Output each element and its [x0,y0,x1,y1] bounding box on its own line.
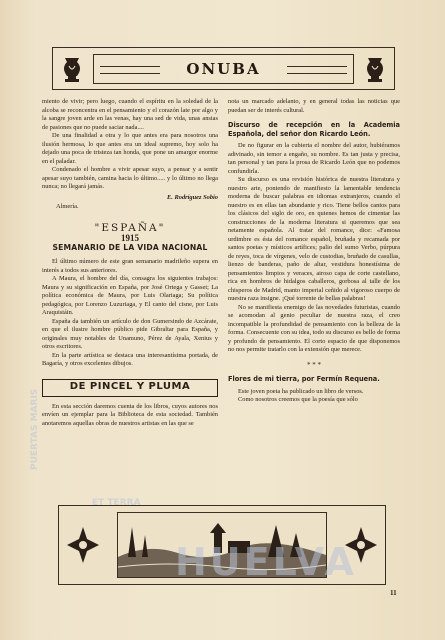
paragraph: Este joven poeta ha publicado un libro de versos. [238,387,364,395]
urn-ornament-left-icon [59,54,85,84]
masthead [52,47,395,90]
watermark-text: HUELVA [175,540,357,584]
article-subheading: Discurso de recepción en la Academia Española, del señor don Ricardo León. [228,121,400,138]
paragraph: De una finalidad a otra y lo que antes era para nosotros una ilusión hermosa, lo que antes era un ideal supremo, hoy solo ha dejado una poca de tristeza tan honda, que pone un amargor enorme en el paladar. [42,132,218,165]
urn-ornament-right-icon [362,54,388,84]
paragraph: El último número de este gran semanario madrileño supera en interés a todos sus anteriores. [42,258,218,274]
paragraph: No se manifiesta enemigo de las novedades futuristas, cuando se acomodan al genio peculiar de nuestra raza, el creo incompatible la profundidad de pensamiento con la belleza de la forma. Consecuente con su idea, todo su discurso es bello de forma y profundo de pensamiento. El corto espacio de que disponemos no nos permite tratarlo con la extensión que merece. [228,303,400,353]
masthead-scroll-left [100,66,160,74]
espana-heading: "ESPAÑA" [94,221,166,234]
paragraph: miento de vivir; pero luego, cuando el espíritu en la soledad de la alcoba se reconcentra en el pensamiento y el corazón late por algo y la sangre joven arde en las venas, hay una sed de vida, unas ansias de pasiones que no puede saciar nada.... [42,98,218,131]
rosette-ornament-left-icon [65,525,101,565]
paragraph: Como nosotros creemos que la poesía que sólo [238,396,358,403]
watermark-text: PUERTAS MARIS [30,388,40,470]
espana-subheading: SEMANARIO DE LA VIDA NACIONAL [52,242,208,252]
magazine-title: ONUBA [182,60,264,78]
author-signature: E. Rodríguez Sobio [167,193,218,201]
paragraph: Condenado el hombre a vivir apesar suyo, a pensar y a sentir apesar suyo también, camina hacia lo último..... y lo último no llega nunca; no llegará jamás. [42,166,218,190]
article-subheading: Flores de mi tierra, por Fermín Requena. [228,375,380,383]
paragraph: Su discurso es una revisión histórica de nuestra literatura y nuestro arte, poniendo de manifiesto la lamentable tendencia moderna de buscar palabras en idiomas extranjeros, cuando el nuestro es en ellas tan abundante y rico. Tiene bellos cantos para los clásicos del siglo de oro, en quienes hemos de cimentar las construcciones de la moderna literatura si queremos que sea netamente española. Al tratar del romance, dice: «Famosa urdimbre es ésta del romance español, bruñada y recamada por santos poetas y místicos artífices; palio del sumo Verbo, púrpura de reyes, toca de vírgenes, velo de custodias, bruñado de casullas, lienzo de banderas, paño de altar, vestidura honestísima de pensamientos limpios y veraces, airoso capa de corte castellano, rica en hombros de hidalgos caballeros, gorbosa al talle de los chisperos de Madrid, manto imperial ceñido al vigoroso cuerpo de nuestra raza insigne. ¡Qué torrente de bellas palabras! [228,176,400,302]
paragraph: A Maura, el hombre del día, consagra los siguientes trabajos: Maura y su significación en España, por José Ortega y Gasset; La política económica de Maura, por Luis Olariaga; Su política pedagógica, por Lorenzo Luzuriaga, y El canto del cisne, por Luis Araquistáin. [42,275,218,316]
espana-year: 1915 [121,233,139,243]
paragraph: En la parte artística se destaca una interesantísima portada, de Bagaría, y otros excelentes dibujos. [42,351,218,367]
paragraph: España da también un artículo de don Gumersindo de Azcárate, en que el ilustre hombre público pide Gibraltar para España, y originales muy notables de Unamuno, Pérez de Ayala, Xenius y otros escritores. [42,317,218,350]
watermark-text: ET TERRA [92,498,141,508]
place-line: Almería. [56,203,79,210]
masthead-title-band [93,54,354,84]
paragraph: En esta sección daremos cuenta de los libros, cuyos autores nos envíen un ejemplar para la Biblioteca de esta sociedad. También anotaremos aquellas obras de nuestros artistas en las que se [42,402,218,427]
left-column [42,98,218,428]
page-number: 11 [390,589,397,597]
section-divider: * * * [307,360,321,369]
section-box-heading: DE PINCEL Y PLUMA [42,379,218,397]
right-column [228,98,400,405]
paragraph: nota un marcado adelanto, y en general todas las noticias que puedan ser de interés cultural. [228,98,400,114]
masthead-scroll-right [287,66,347,74]
paragraph: De no figurar en la cubierta el nombre del autor, hubiéramos adivinado, sin temor a engaño, su nombre. Es tan justa y precisa, tan personal y tan pura la prosa de Ricardo León que no podemos confundirla. [228,142,400,175]
